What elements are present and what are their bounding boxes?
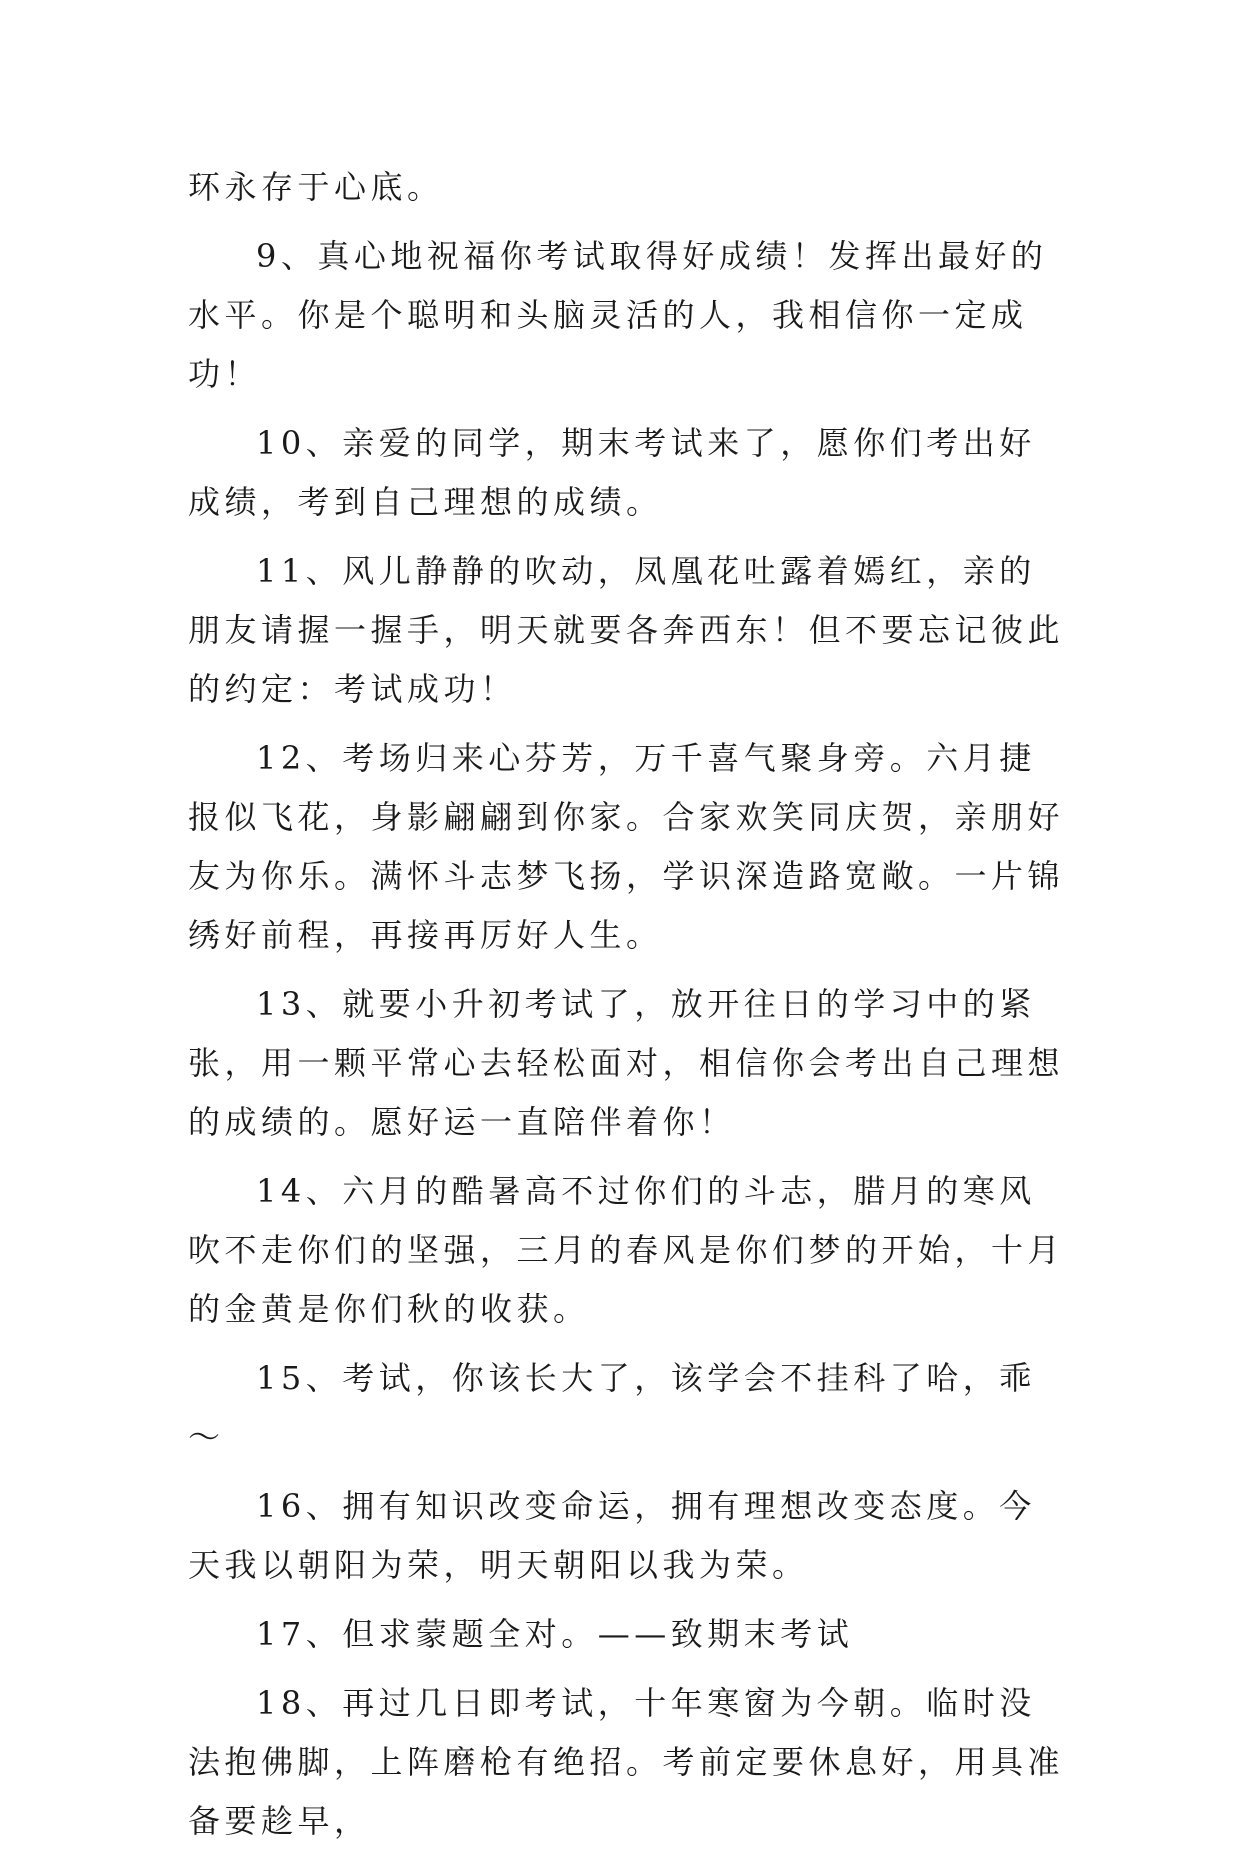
paragraph-9: 9、真心地祝福你考试取得好成绩！发挥出最好的水平。你是个聪明和头脑灵活的人，我相信你一定成功！ bbox=[188, 237, 1048, 393]
paragraph-18: 18、再过几日即考试，十年寒窗为今朝。临时没法抱佛脚，上阵磨枪有绝招。考前定要休息好，用具准备要趁早， bbox=[188, 1684, 1065, 1840]
paragraph-11: 11、风儿静静的吹动，凤凰花吐露着嫣红，亲的朋友请握一握手，明天就要各奔西东！但不要忘记彼此的约定：考试成功！ bbox=[188, 552, 1065, 708]
paragraph-15: 15、考试，你该长大了，该学会不挂科了哈，乖～ bbox=[188, 1359, 1036, 1456]
paragraph-16: 16、拥有知识改变命运，拥有理想改变态度。今天我以朝阳为荣，明天朝阳以我为荣。 bbox=[188, 1487, 1036, 1584]
paragraph-13: 13、就要小升初考试了，放开往日的学习中的紧张，用一颗平常心去轻松面对，相信你会考出自己理想的成绩的。愿好运一直陪伴着你！ bbox=[188, 985, 1065, 1141]
document-body bbox=[188, 158, 1068, 1861]
paragraph-12: 12、考场归来心芬芳，万千喜气聚身旁。六月捷报似飞花，身影翩翩到你家。合家欢笑同庆贺，亲朋好友为你乐。满怀斗志梦飞扬，学识深造路宽敞。一片锦绣好前程，再接再厉好人生。 bbox=[188, 739, 1065, 954]
paragraph-continuation: 环永存于心底。 bbox=[188, 168, 444, 206]
paragraph-14: 14、六月的酷暑高不过你们的斗志，腊月的寒风吹不走你们的坚强，三月的春风是你们梦的开始，十月的金黄是你们秋的收获。 bbox=[188, 1172, 1065, 1328]
paragraph-10: 10、亲爱的同学，期末考试来了，愿你们考出好成绩，考到自己理想的成绩。 bbox=[188, 424, 1036, 521]
paragraph-17: 17、但求蒙题全对。——致期末考试 bbox=[256, 1615, 854, 1653]
